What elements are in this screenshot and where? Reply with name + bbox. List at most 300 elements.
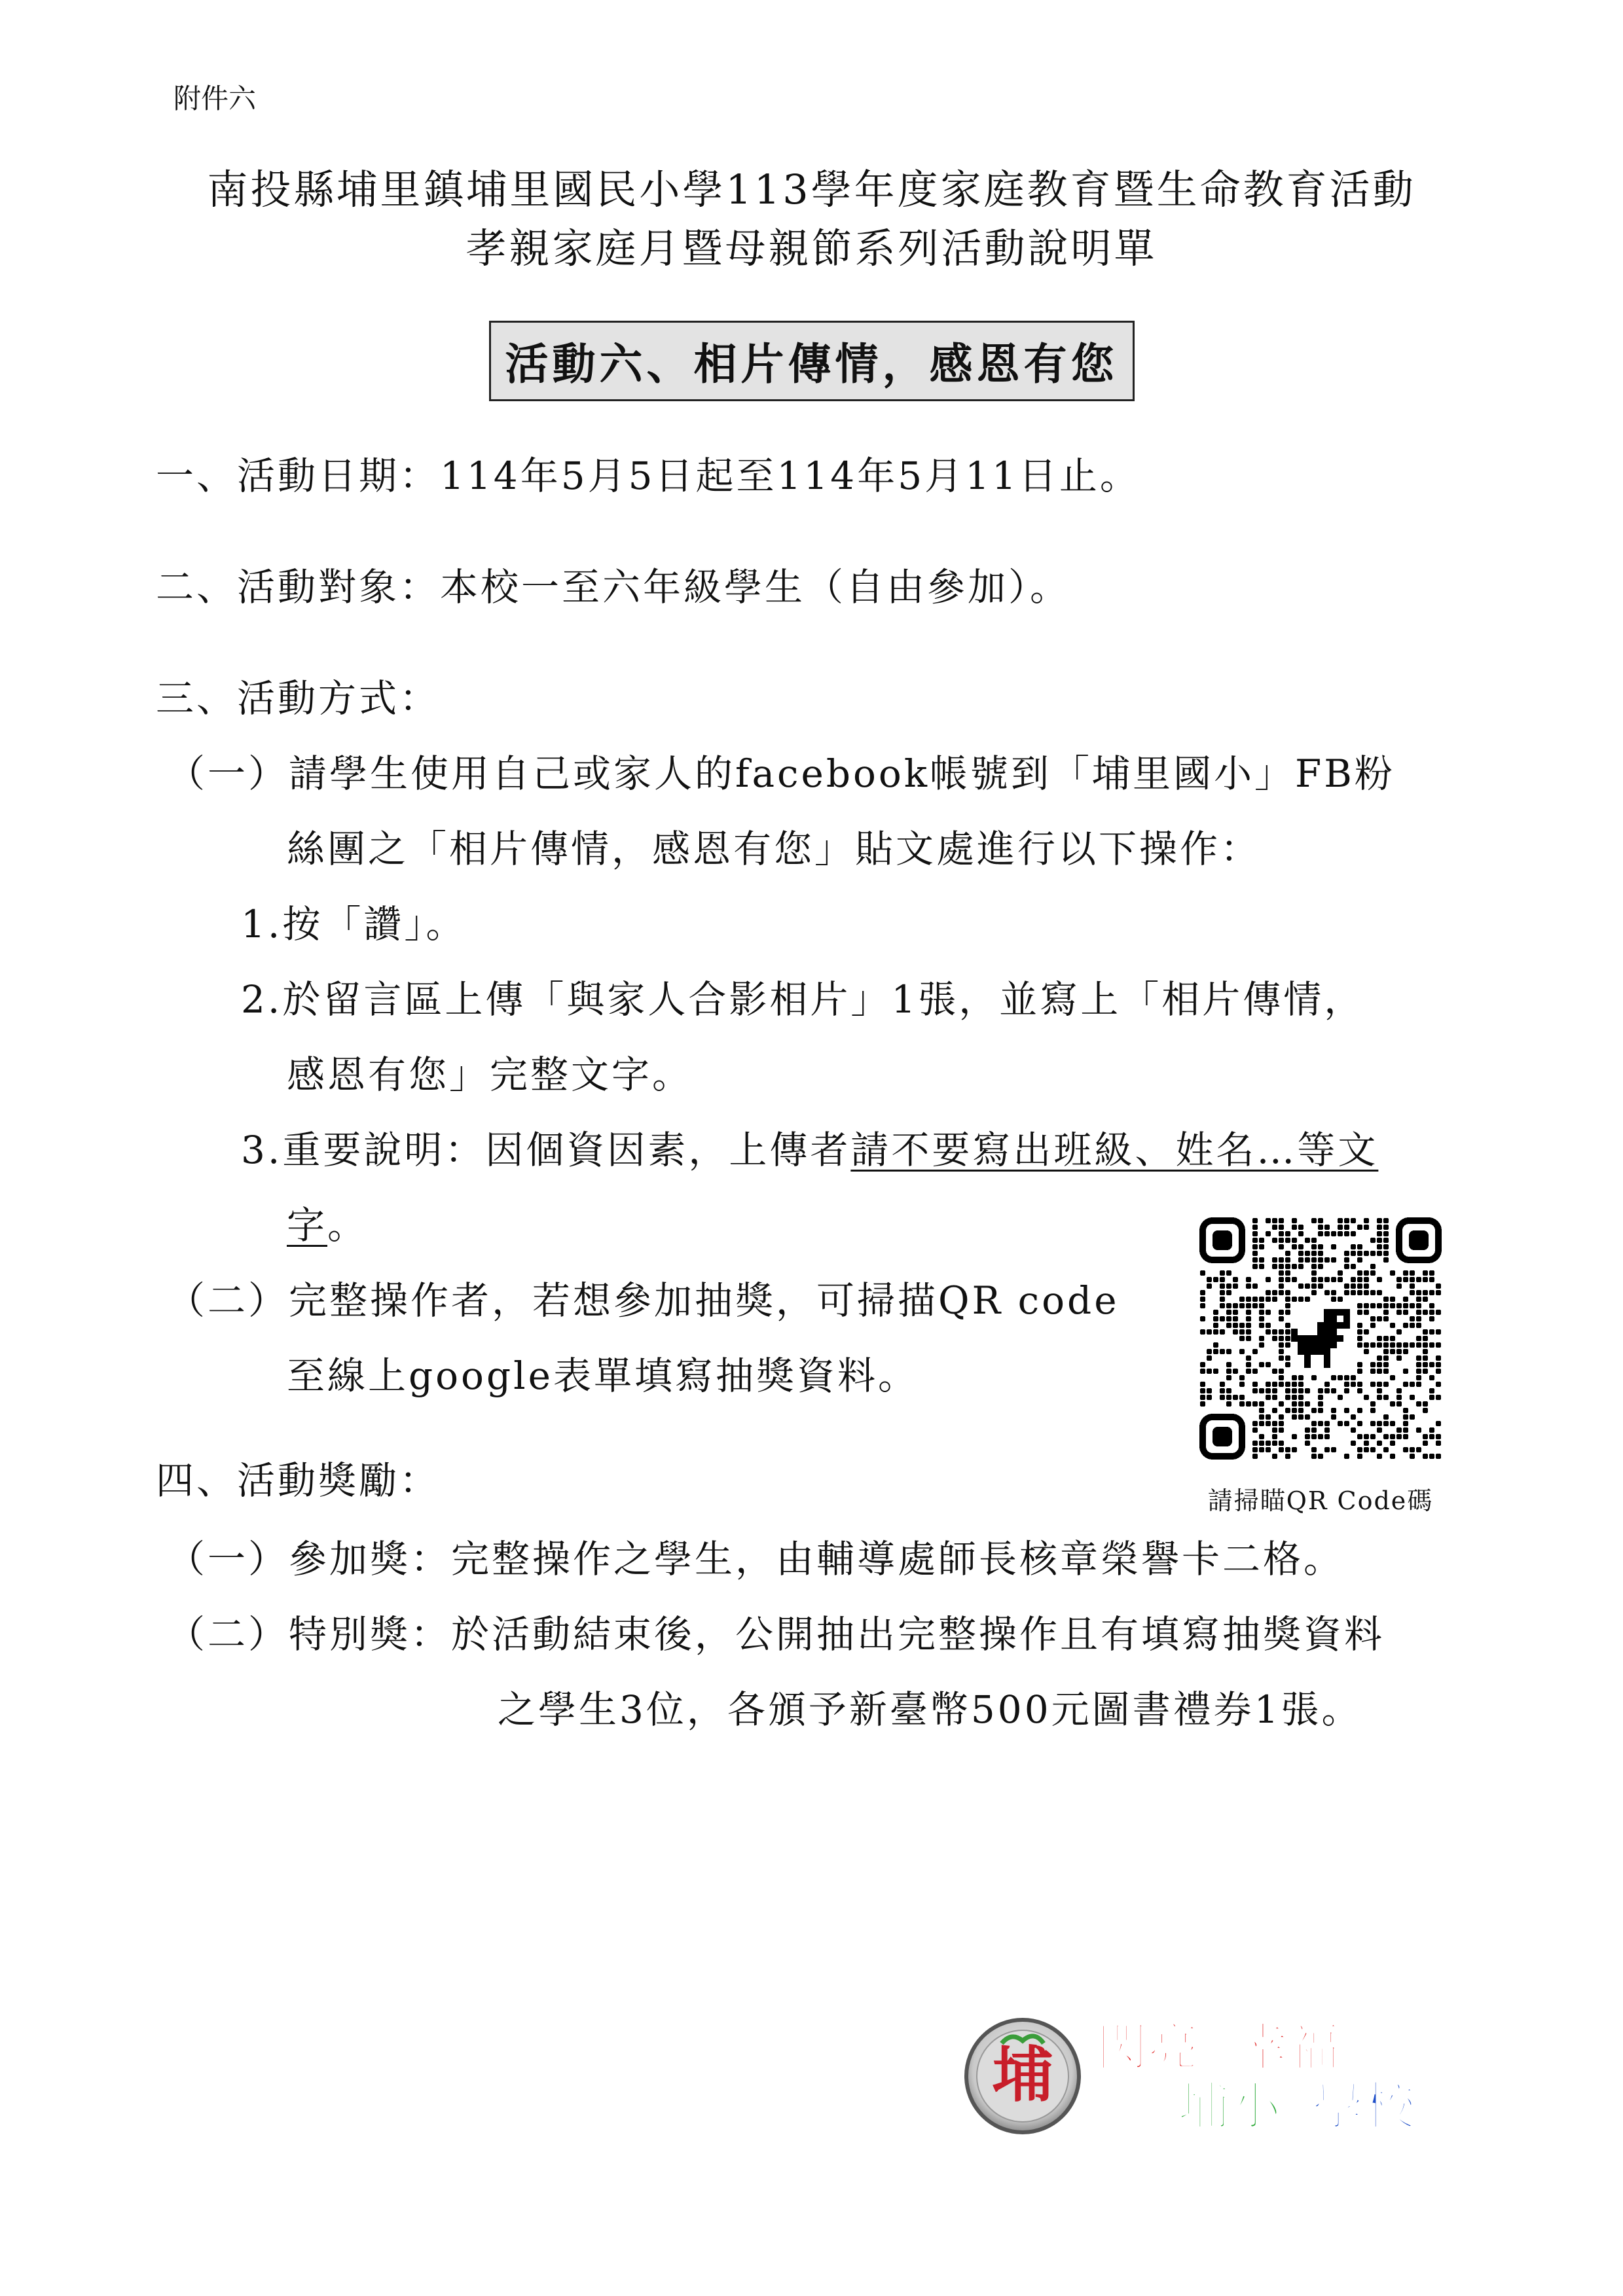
qr-module [1364,1447,1369,1452]
qr-module [1357,1447,1362,1452]
qr-module [1259,1362,1264,1367]
qr-module [1266,1310,1271,1315]
qr-module [1410,1283,1415,1289]
qr-module [1429,1375,1434,1380]
qr-module [1383,1316,1389,1321]
qr-module [1344,1218,1349,1223]
qr-module [1403,1277,1408,1282]
qr-module [1305,1388,1310,1393]
qr-module [1377,1290,1382,1295]
qr-module [1324,1388,1330,1393]
qr-module [1272,1454,1277,1459]
qr-module [1377,1355,1382,1361]
qr-module [1390,1342,1395,1348]
qr-module [1318,1434,1323,1439]
qr-module [1272,1264,1277,1269]
qr-module [1338,1231,1343,1236]
qr-module [1220,1277,1225,1282]
qr-module [1213,1349,1218,1354]
qr-module [1279,1447,1284,1452]
qr-module [1331,1244,1336,1249]
qr-module [1370,1251,1376,1256]
qr-module [1377,1362,1382,1367]
qr-module [1279,1316,1284,1321]
qr-module [1403,1434,1408,1439]
qr-module [1364,1218,1369,1223]
qr-module [1370,1270,1376,1276]
qr-module [1344,1388,1349,1393]
qr-module [1370,1362,1376,1367]
qr-module [1213,1369,1218,1374]
qr-module [1429,1454,1434,1459]
qr-module [1357,1303,1362,1308]
qr-module [1383,1310,1389,1315]
qr-module [1200,1303,1205,1308]
qr-module [1410,1290,1415,1295]
qr-module [1429,1395,1434,1400]
qr-module [1357,1251,1362,1256]
qr-module [1226,1270,1231,1276]
qr-module [1285,1454,1290,1459]
qr-module [1370,1408,1376,1413]
qr-module [1246,1316,1251,1321]
qr-module [1292,1447,1297,1452]
dinosaur-icon [1291,1302,1357,1374]
qr-module [1207,1388,1212,1393]
qr-module [1383,1434,1389,1439]
qr-module [1220,1349,1225,1354]
qr-module [1292,1395,1297,1400]
qr-module [1252,1283,1258,1289]
qr-module [1423,1310,1428,1315]
qr-module [1423,1349,1428,1354]
qr-module [1239,1401,1245,1407]
qr-module [1311,1277,1317,1282]
qr-module [1305,1257,1310,1263]
step-3-line-1 [241,1119,1378,1174]
qr-module [1266,1362,1271,1367]
qr-module [1292,1297,1297,1302]
qr-module [1207,1283,1212,1289]
step-3-period: 。 [327,1203,369,1247]
qr-module [1423,1336,1428,1341]
qr-module [1403,1297,1408,1302]
emblem-character: 埔 [992,2040,1053,2110]
qr-module [1383,1257,1389,1263]
qr-module [1285,1329,1290,1335]
qr-module [1266,1323,1271,1328]
qr-module [1344,1225,1349,1230]
qr-module [1383,1421,1389,1426]
school-emblem-icon [966,2020,1079,2132]
qr-module [1390,1303,1395,1308]
qr-module [1259,1401,1264,1407]
method-1-line-1: （一）請學生使用自己或家人的facebook帳號到「埔里國小」FB粉 [167,751,1395,796]
qr-module [1279,1329,1284,1335]
qr-module [1239,1297,1245,1302]
qr-module [1351,1441,1356,1446]
qr-module [1344,1382,1349,1387]
qr-module [1279,1349,1284,1354]
qr-module [1403,1414,1408,1420]
qr-module [1357,1342,1362,1348]
qr-module [1331,1290,1336,1295]
qr-module [1403,1342,1408,1348]
qr-module [1305,1283,1310,1289]
qr-module [1364,1441,1369,1446]
qr-module [1200,1369,1205,1374]
qr-module [1429,1310,1434,1315]
qr-module [1416,1382,1421,1387]
qr-module [1410,1316,1415,1321]
qr-module [1207,1355,1212,1361]
qr-module [1220,1388,1225,1393]
section-reward-heading: 四、活動獎勵： [156,1458,441,1503]
qr-module [1259,1238,1264,1243]
qr-module [1357,1362,1362,1367]
qr-module [1266,1395,1271,1400]
qr-module [1292,1244,1297,1249]
qr-module [1338,1270,1343,1276]
qr-module [1436,1421,1441,1426]
qr-module [1396,1310,1402,1315]
qr-module [1220,1382,1225,1387]
qr-module [1377,1336,1382,1341]
qr-module [1252,1297,1258,1302]
qr-module [1429,1362,1434,1367]
qr-module [1423,1297,1428,1302]
qr-module [1272,1382,1277,1387]
qr-module [1364,1434,1369,1439]
qr-module [1357,1434,1362,1439]
qr-module [1377,1388,1382,1393]
qr-module [1338,1297,1343,1302]
qr-module [1266,1231,1271,1236]
qr-module [1344,1408,1349,1413]
qr-module [1266,1218,1271,1223]
qr-module [1429,1290,1434,1295]
qr-module [1279,1238,1284,1243]
qr-module [1311,1270,1317,1276]
qr-module [1233,1303,1238,1308]
qr-module [1279,1427,1284,1433]
qr-module [1410,1447,1415,1452]
qr-module [1200,1382,1205,1387]
qr-module [1233,1323,1238,1328]
qr-module [1279,1277,1284,1282]
qr-module [1351,1277,1356,1282]
qr-module [1213,1316,1218,1321]
qr-module [1298,1388,1304,1393]
qr-module [1429,1342,1434,1348]
qr-module [1220,1283,1225,1289]
qr-module [1311,1375,1317,1380]
qr-module [1403,1408,1408,1413]
qr-module [1272,1336,1277,1341]
qr-module [1213,1323,1218,1328]
qr-module [1364,1251,1369,1256]
qr-module [1370,1316,1376,1321]
qr-module [1436,1395,1441,1400]
qr-module [1246,1362,1251,1367]
qr-module [1416,1355,1421,1361]
qr-module [1279,1421,1284,1426]
qr-module [1226,1362,1231,1367]
qr-module [1298,1395,1304,1400]
qr-module [1377,1231,1382,1236]
qr-module [1370,1421,1376,1426]
qr-module [1423,1408,1428,1413]
qr-module [1272,1395,1277,1400]
qr-module [1233,1310,1238,1315]
qr-module [1272,1329,1277,1335]
qr-module [1357,1277,1362,1282]
qr-module [1259,1447,1264,1452]
qr-module [1279,1225,1284,1230]
qr-module [1338,1277,1343,1282]
qr-module [1410,1454,1415,1459]
qr-module [1344,1375,1349,1380]
qr-module [1331,1408,1336,1413]
qr-module [1390,1421,1395,1426]
qr-module [1298,1382,1304,1387]
school-logo [962,2003,1421,2147]
qr-module [1207,1395,1212,1400]
qr-module [1311,1447,1317,1452]
qr-module [1357,1283,1362,1289]
qr-module [1292,1401,1297,1407]
step-3-prefix: 3.重要說明：因個資因素，上傳者 [241,1128,851,1172]
qr-module [1423,1401,1428,1407]
qr-module [1279,1414,1284,1420]
qr-module [1390,1441,1395,1446]
qr-module [1383,1336,1389,1341]
qr-module [1272,1369,1277,1374]
qr-module [1266,1414,1271,1420]
qr-module [1285,1238,1290,1243]
attachment-label: 附件六 [173,82,257,115]
qr-module [1259,1434,1264,1439]
qr-module [1252,1251,1258,1256]
qr-module [1285,1447,1290,1452]
qr-module [1305,1297,1310,1302]
qr-module [1285,1277,1290,1282]
qr-module [1298,1414,1304,1420]
qr-module [1226,1395,1231,1400]
qr-module [1305,1441,1310,1446]
qr-module [1383,1342,1389,1348]
qr-module [1298,1283,1304,1289]
qr-module [1279,1270,1284,1276]
qr-module [1279,1257,1284,1263]
qr-module [1416,1362,1421,1367]
qr-module [1331,1277,1336,1282]
qr-module [1252,1401,1258,1407]
qr-module [1279,1382,1284,1387]
qr-module [1311,1264,1317,1269]
qr-module [1311,1427,1317,1433]
qr-module [1285,1270,1290,1276]
qr-module [1416,1427,1421,1433]
qr-module [1285,1264,1290,1269]
qr-module [1370,1382,1376,1387]
qr-module [1200,1316,1205,1321]
qr-module [1285,1303,1290,1308]
qr-module [1436,1434,1441,1439]
method-1-line-2: 絲團之「相片傳情，感恩有您」貼文處進行以下操作： [287,827,1262,871]
qr-module [1246,1355,1251,1361]
qr-module [1318,1401,1323,1407]
qr-module [1259,1323,1264,1328]
qr-module [1233,1369,1238,1374]
qr-module [1318,1408,1323,1413]
qr-module [1383,1369,1389,1374]
qr-module [1318,1421,1323,1426]
qr-module [1364,1303,1369,1308]
qr-module [1233,1395,1238,1400]
qr-module [1266,1441,1271,1446]
qr-module [1344,1251,1349,1256]
qr-module [1390,1401,1395,1407]
qr-module [1279,1369,1284,1374]
qr-module [1423,1355,1428,1361]
qr-module [1285,1257,1290,1263]
qr-module [1279,1283,1284,1289]
qr-module [1298,1257,1304,1263]
qr-module [1324,1290,1330,1295]
qr-module [1423,1369,1428,1374]
qr-module [1351,1244,1356,1249]
qr-module [1370,1290,1376,1295]
qr-module [1429,1427,1434,1433]
qr-module [1207,1329,1212,1335]
qr-module [1252,1382,1258,1387]
qr-module [1416,1447,1421,1452]
qr-module [1338,1218,1343,1223]
qr-module [1416,1369,1421,1374]
qr-module [1272,1218,1277,1223]
qr-module [1416,1277,1421,1282]
qr-module [1324,1382,1330,1387]
qr-module [1318,1454,1323,1459]
qr-module [1377,1441,1382,1446]
qr-module [1396,1401,1402,1407]
qr-module [1377,1225,1382,1230]
qr-module [1200,1270,1205,1276]
qr-module [1416,1310,1421,1315]
logo-slogan [1097,2018,1416,2136]
qr-module [1410,1414,1415,1420]
qr-module [1226,1283,1231,1289]
qr-module [1220,1303,1225,1308]
step-3-line-2 [287,1194,368,1249]
qr-module [1357,1382,1362,1387]
qr-module [1364,1395,1369,1400]
qr-module [1338,1421,1343,1426]
qr-module [1259,1336,1264,1341]
qr-module [1213,1329,1218,1335]
qr-module [1213,1310,1218,1315]
qr-module [1266,1290,1271,1295]
qr-module [1279,1355,1284,1361]
qr-module [1416,1290,1421,1295]
qr-module [1377,1369,1382,1374]
qr-module [1324,1231,1330,1236]
qr-module [1377,1382,1382,1387]
qr-module [1383,1362,1389,1367]
qr-module [1436,1283,1441,1289]
qr-module [1429,1434,1434,1439]
qr-module [1285,1251,1290,1256]
qr-module [1285,1362,1290,1367]
qr-module [1357,1454,1362,1459]
qr-module [1364,1225,1369,1230]
qr-module [1423,1290,1428,1295]
qr-module [1259,1264,1264,1269]
qr-module [1390,1349,1395,1354]
qr-module [1403,1447,1408,1452]
qr-module [1383,1382,1389,1387]
qr-module [1429,1270,1434,1276]
qr-module [1436,1454,1441,1459]
qr-module [1305,1238,1310,1243]
qr-module [1292,1414,1297,1420]
qr-code-image[interactable] [1199,1217,1442,1460]
qr-module [1266,1329,1271,1335]
qr-module [1252,1421,1258,1426]
qr-module [1318,1225,1323,1230]
qr-module [1252,1427,1258,1433]
qr-module [1383,1218,1389,1223]
qr-module [1390,1454,1395,1459]
qr-module [1383,1297,1389,1302]
qr-module [1305,1414,1310,1420]
qr-module [1292,1434,1297,1439]
qr-module [1246,1369,1251,1374]
qr-module [1331,1414,1336,1420]
qr-module [1239,1336,1245,1341]
qr-module [1331,1231,1336,1236]
qr-module [1279,1231,1284,1236]
qr-module [1279,1342,1284,1348]
qr-module [1403,1382,1408,1387]
qr-module [1252,1369,1258,1374]
qr-module [1436,1290,1441,1295]
qr-module [1370,1342,1376,1348]
qr-module [1226,1323,1231,1328]
qr-module [1298,1375,1304,1380]
qr-module [1377,1303,1382,1308]
qr-module [1357,1270,1362,1276]
qr-module [1207,1277,1212,1282]
qr-module [1259,1316,1264,1321]
reward-1: （一）參加獎：完整操作之學生，由輔導處師長核章榮譽卡二格。 [167,1537,1345,1581]
qr-module [1324,1447,1330,1452]
qr-module [1370,1401,1376,1407]
qr-module [1285,1336,1290,1341]
qr-module [1272,1427,1277,1433]
qr-module [1272,1225,1277,1230]
reward-2-line-2: 之學生3位，各頒予新臺幣500元圖書禮券1張。 [498,1687,1362,1732]
qr-module [1377,1421,1382,1426]
qr-module [1292,1225,1297,1230]
qr-module [1351,1382,1356,1387]
qr-module [1246,1336,1251,1341]
qr-module [1298,1264,1304,1269]
qr-module [1259,1244,1264,1249]
qr-module [1252,1388,1258,1393]
qr-module [1377,1454,1382,1459]
